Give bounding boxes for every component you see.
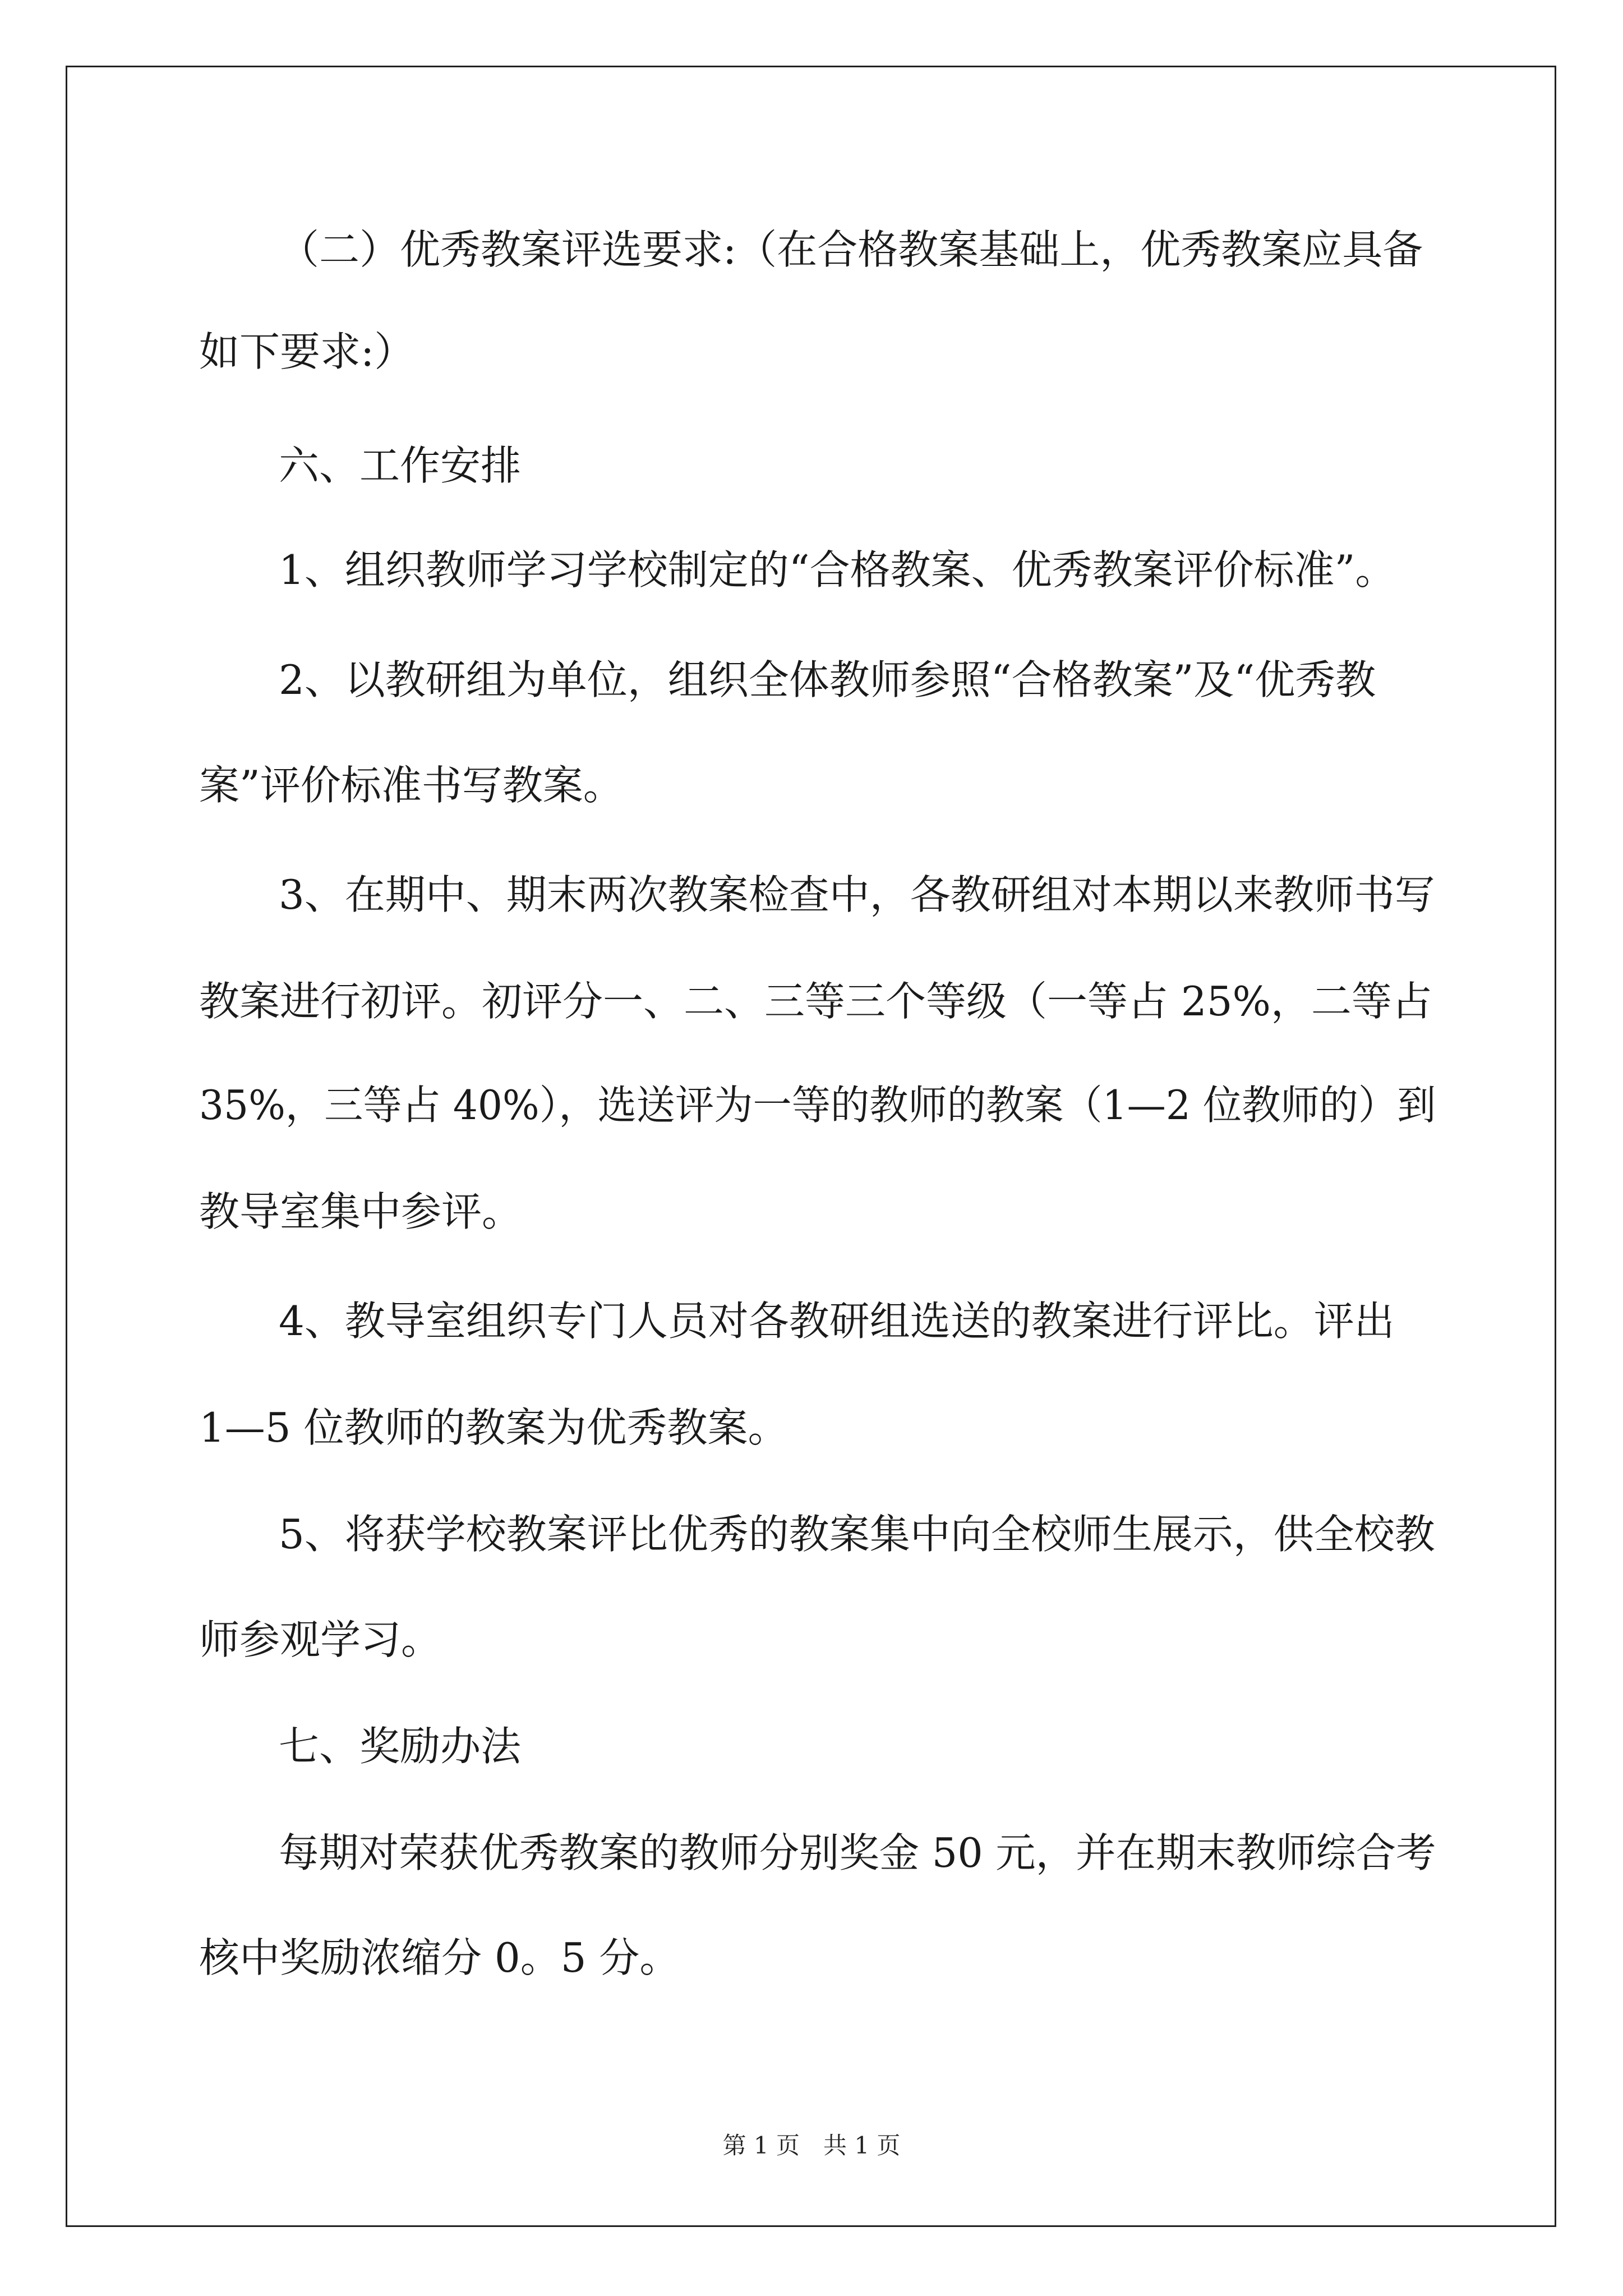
line-text: 核中奖励浓缩分 0。5 分。	[199, 1934, 680, 1981]
line-text: 2、以教研组为单位，组织全体教师参照“合格教案”及“优秀教	[279, 656, 1376, 703]
paragraph-line	[0, 864, 1623, 926]
page-border	[66, 66, 1556, 2227]
line-text: 教导室集中参评。	[199, 1188, 523, 1235]
paragraph-line	[0, 754, 1623, 816]
line-text: 5、将获学校教案评比优秀的教案集中向全校师生展示，供全校教	[279, 1511, 1435, 1558]
section-heading	[0, 1715, 1623, 1777]
line-text: （二）优秀教案评选要求:（在合格教案基础上，优秀教案应具备	[279, 226, 1423, 273]
line-text: 如下要求:）	[199, 328, 415, 375]
paragraph-line	[0, 1181, 1623, 1243]
paragraph-line	[0, 1927, 1623, 1989]
paragraph-line	[0, 1290, 1623, 1352]
line-text: 35%，三等占 40%），选送评为一等的教师的教案（1—2 位教师的）到	[199, 1082, 1436, 1129]
paragraph-line	[0, 321, 1623, 383]
paragraph-line	[0, 1397, 1623, 1458]
line-text: 师参观学习。	[199, 1616, 442, 1663]
line-text: 每期对荣获优秀教案的教师分别奖金 50 元，并在期末教师综合考	[279, 1829, 1436, 1876]
paragraph-line	[0, 1822, 1623, 1884]
line-text: 1、组织教师学习学校制定的“合格教案、优秀教案评价标准”。	[279, 546, 1396, 593]
paragraph-line	[0, 219, 1623, 280]
section-heading	[0, 435, 1623, 496]
page-footer: 第 1 页 共 1 页	[722, 2132, 901, 2159]
line-text: 1—5 位教师的教案为优秀教案。	[199, 1404, 789, 1451]
line-text: 案”评价标准书写教案。	[199, 762, 624, 809]
line-text: 4、教导室组织专门人员对各教研组选送的教案进行评比。评出	[279, 1297, 1395, 1345]
paragraph-line	[0, 539, 1623, 601]
paragraph-line	[0, 1074, 1623, 1136]
paragraph-line	[0, 1609, 1623, 1671]
paragraph-line	[0, 649, 1623, 711]
section-heading-text: 六、工作安排	[279, 442, 522, 489]
paragraph-line	[0, 970, 1623, 1032]
line-text: 3、在期中、期末两次教案检查中，各教研组对本期以来教师书写	[279, 871, 1435, 918]
paragraph-line	[0, 1503, 1623, 1565]
line-text: 教案进行初评。初评分一、二、三等三个等级（一等占 25%，二等占	[199, 978, 1432, 1025]
section-heading-text: 七、奖励办法	[279, 1723, 522, 1770]
